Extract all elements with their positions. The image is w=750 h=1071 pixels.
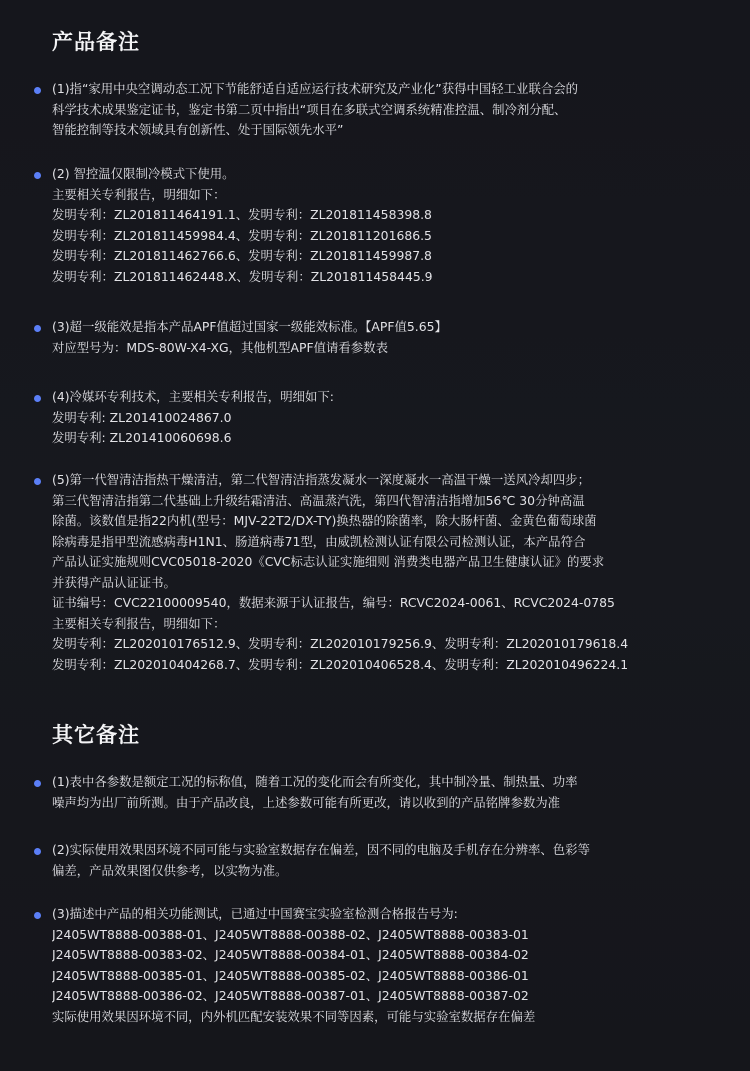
note-line: 发明专利：ZL201811462766.6、发明专利：ZL201811459987.8 — [52, 248, 432, 263]
note-line: (1)指“家用中央空调动态工况下节能舒适自适应运行技术研究及产业化”获得中国轻工业联合会的 — [52, 81, 579, 96]
note-line: (3)超一级能效是指本产品APF值超过国家一级能效标准。【APF值5.65】 — [52, 319, 447, 334]
bullet-dot-icon — [34, 912, 41, 919]
other-notes-title: 其它备注 — [52, 723, 140, 747]
note-line: 智能控制等技术领域具有创新性、处于国际领先水平” — [52, 122, 344, 137]
bullet-dot-icon — [34, 172, 41, 179]
note-line: J2405WT8888-00388-01、J2405WT8888-00388-02、J2405WT8888-00383-01 — [52, 926, 529, 942]
note-line: 第三代智清洁指第二代基础上升级结霜清洁、高温蒸汽洗，第四代智清洁指增加56℃ 30分钟高温 — [52, 492, 585, 508]
note-line: 发明专利：ZL201811462448.X、发明专利：ZL201811458445.9 — [52, 268, 433, 284]
note-line: (3)描述中产品的相关功能测试，已通过中国赛宝实验室检测合格报告号为: — [52, 906, 458, 921]
note-line: J2405WT8888-00383-02、J2405WT8888-00384-01、J2405WT8888-00384-02 — [52, 947, 529, 962]
bullet-dot-icon — [34, 780, 41, 787]
note-line: (1)表中各参数是额定工况的标称值，随着工况的变化而会有所变化，其中制冷量、制热量、功率 — [52, 774, 578, 789]
bullet-dot-icon — [34, 325, 41, 332]
bullet-dot-icon — [34, 395, 41, 402]
note-line: (2)实际使用效果因环境不同可能与实验室数据存在偏差，因不同的电脑及手机存在分辨率、色彩等 — [52, 842, 590, 857]
note-line: 发明专利：ZL202010404268.7、发明专利：ZL202010406528.4、发明专利：ZL202010496224.1 — [52, 656, 629, 672]
note-line: 主要相关专利报告，明细如下： — [52, 186, 226, 202]
note-line: 并获得产品认证证书。 — [52, 574, 176, 590]
note-line: 实际使用效果因环境不同，内外机匹配安装效果不同等因素，可能与实验室数据存在偏差 — [52, 1008, 536, 1024]
note-line: 发明专利：ZL202010176512.9、发明专利：ZL202010179256.9、发明专利：ZL202010179618.4 — [52, 636, 629, 651]
note-line: 发明专利: ZL201410024867.0 — [52, 409, 232, 425]
note-line: 证书编号：CVC22100009540，数据来源于认证报告，编号：RCVC2024-0061、RCVC2024-0785 — [52, 595, 615, 610]
note-line: 发明专利：ZL201811464191.1、发明专利：ZL201811458398.8 — [52, 207, 432, 222]
note-line: 产品认证实施规则CVC05018-2020《CVC标志认证实施细则 消费类电器产品卫生健康认证》的要求 — [52, 554, 605, 569]
note-line: 发明专利: ZL201410060698.6 — [52, 430, 232, 445]
note-line: J2405WT8888-00386-02、J2405WT8888-00387-01、J2405WT8888-00387-02 — [52, 988, 529, 1003]
note-line: (5)第一代智清洁指热干燥清洁，第二代智清洁指蒸发凝水一深度凝水一高温干燥一送风冷却四步； — [52, 472, 590, 487]
bullet-dot-icon — [34, 478, 41, 485]
bullet-dot-icon — [34, 87, 41, 94]
note-line: 除病毒是指甲型流感病毒H1N1、肠道病毒71型，由威凯检测认证有限公司检测认证，本产品符合 — [52, 533, 586, 549]
note-line: (2) 智控温仅限制冷模式下使用。 — [52, 166, 235, 181]
note-line: 噪声均为出厂前所测。由于产品改良，上述参数可能有所更改，请以收到的产品铭牌参数为准 — [52, 794, 561, 810]
note-line: J2405WT8888-00385-01、J2405WT8888-00385-02、J2405WT8888-00386-01 — [52, 967, 529, 983]
note-line: 主要相关专利报告，明细如下： — [52, 615, 226, 631]
note-line: 科学技术成果鉴定证书，鉴定书第二页中指出“项目在多联式空调系统精准控温、制冷剂分配、 — [52, 101, 567, 117]
note-line: 发明专利：ZL201811459984.4、发明专利：ZL201811201686.5 — [52, 227, 432, 243]
product-notes-title: 产品备注 — [52, 30, 140, 54]
note-line: 对应型号为：MDS-80W-X4-XG，其他机型APF值请看参数表 — [52, 339, 388, 355]
bullet-dot-icon — [34, 848, 41, 855]
note-line: 除菌。该数值是指22内机(型号：MJV-22T2/DX-TY)换热器的除菌率，除大肠杆菌、金黄色葡萄球菌 — [52, 513, 597, 528]
note-line: (4)冷媒环专利技术，主要相关专利报告，明细如下: — [52, 389, 334, 404]
note-line: 偏差，产品效果图仅供参考，以实物为准。 — [52, 862, 288, 878]
